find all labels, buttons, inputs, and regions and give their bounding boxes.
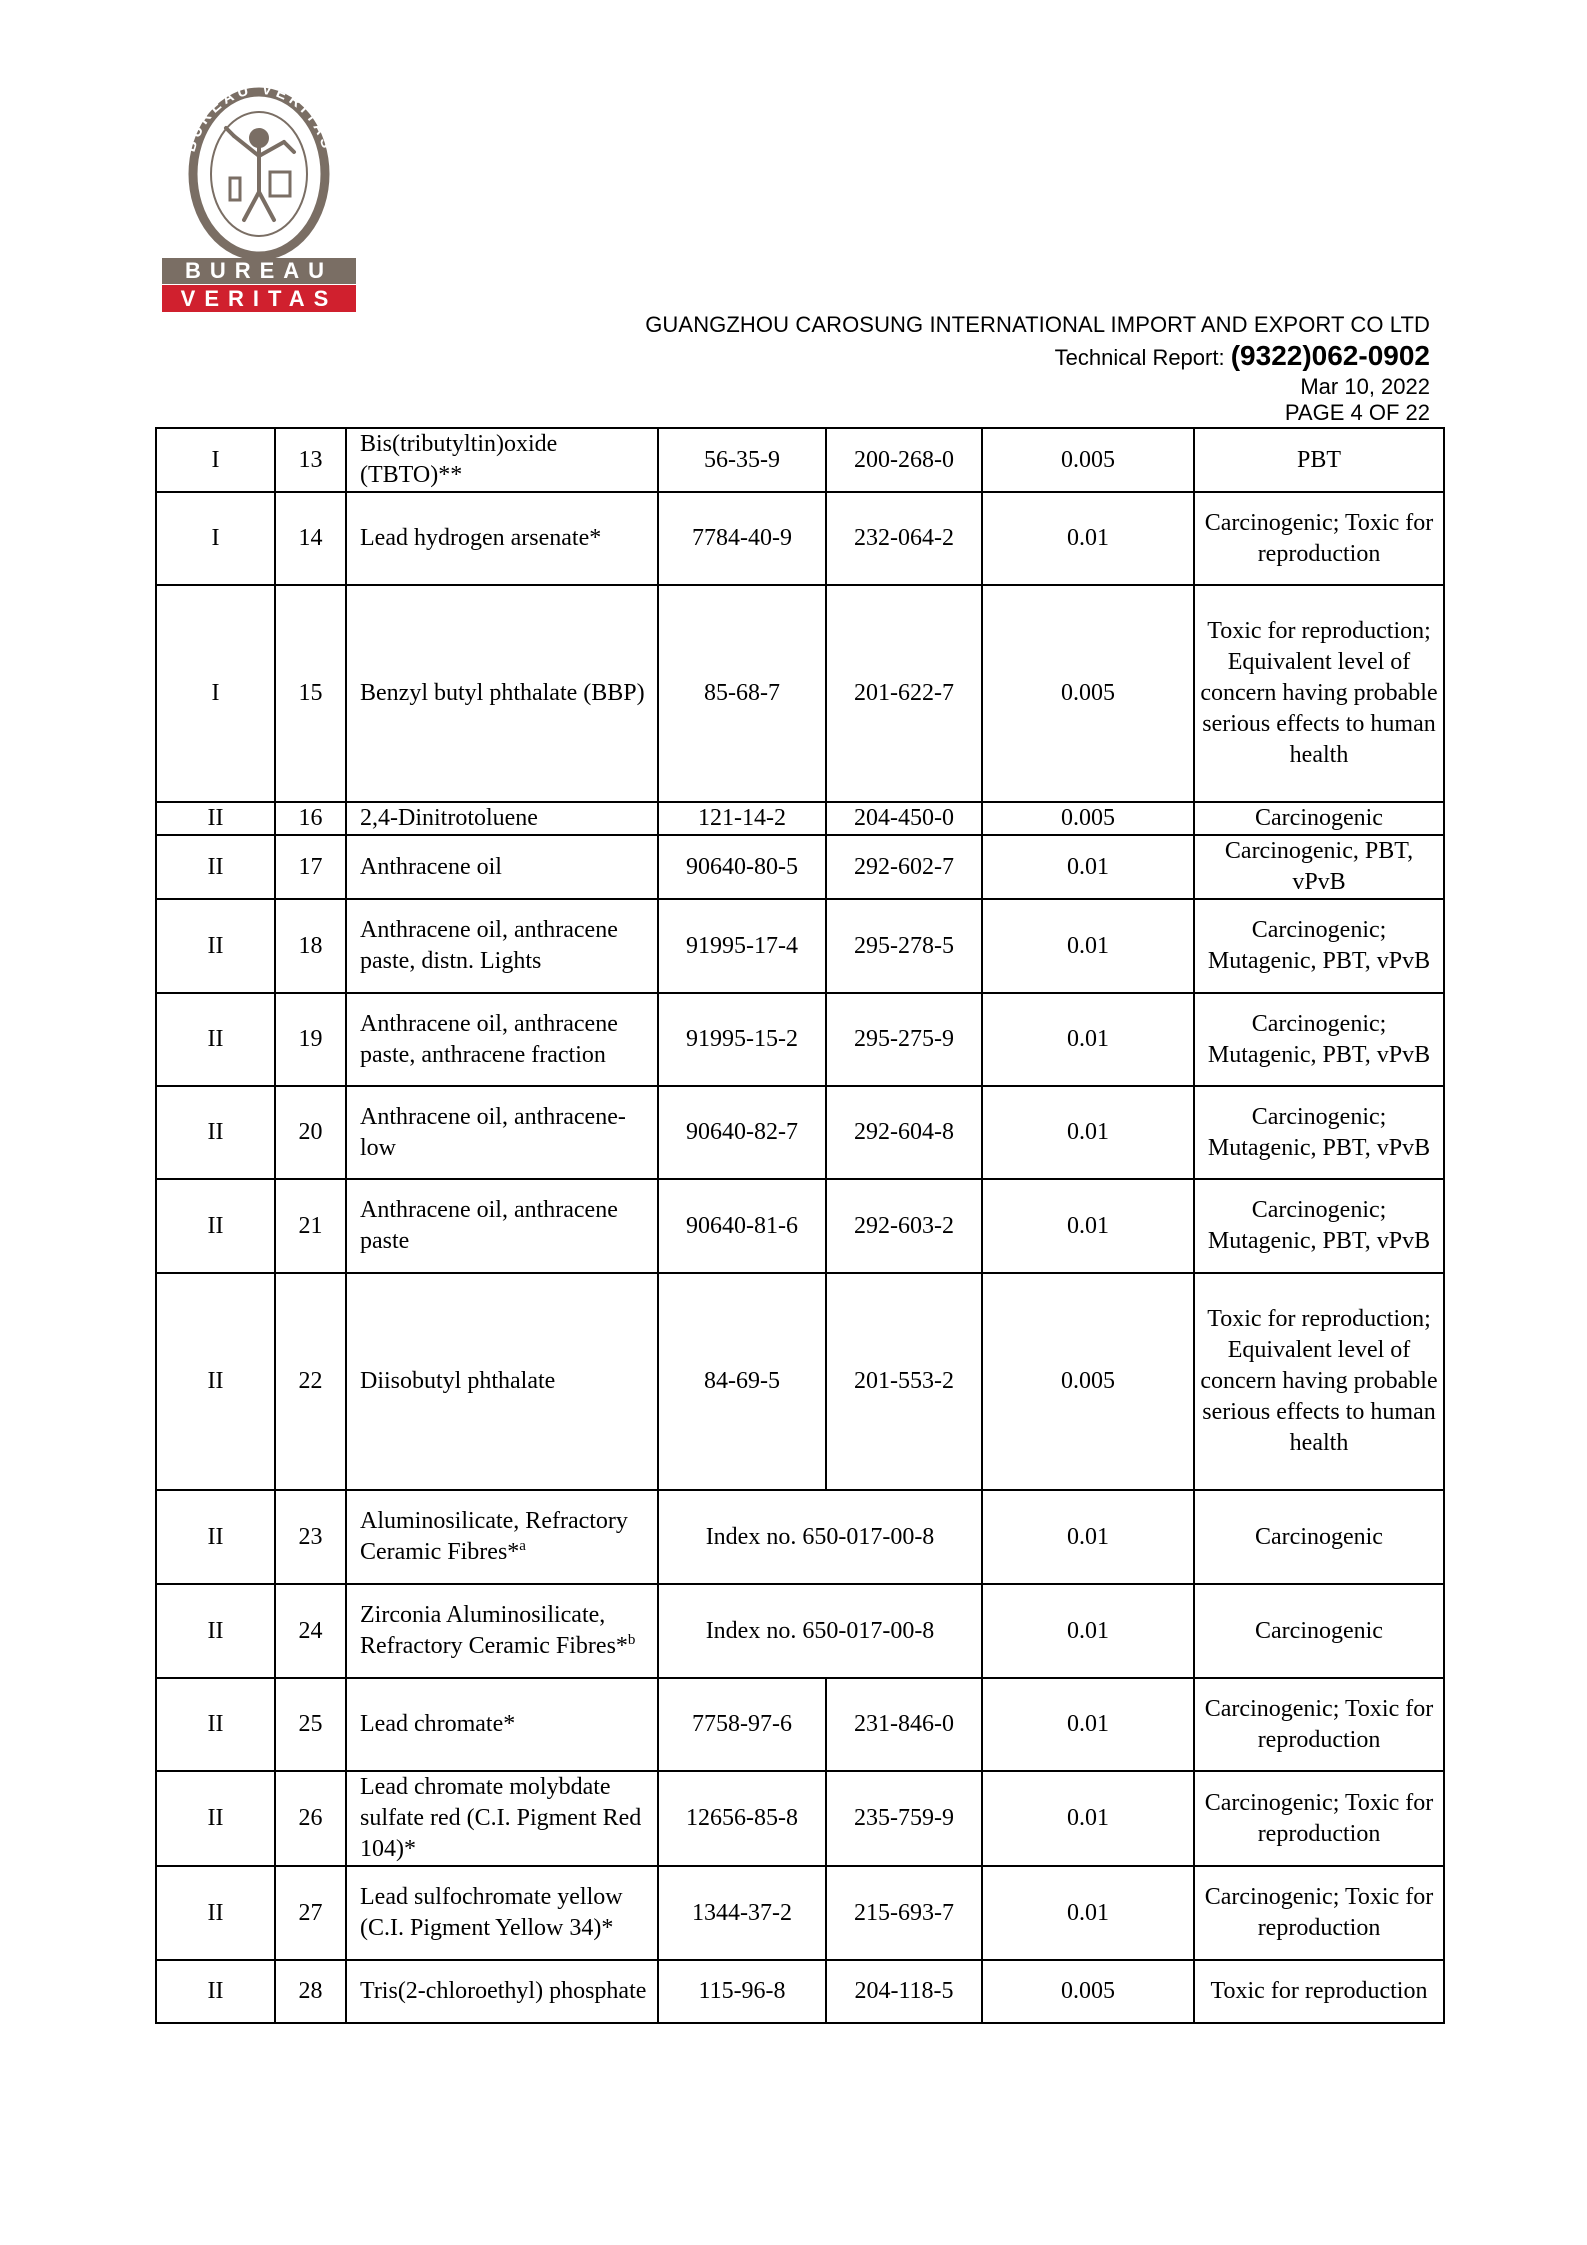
table-row	[156, 1179, 1444, 1273]
table-row	[156, 1584, 1444, 1678]
ec-number-cell: 295-278-5	[826, 899, 982, 993]
cas-number-cell: 91995-17-4	[658, 899, 826, 993]
ec-number-cell: 200-268-0	[826, 428, 982, 492]
cas-number-cell: 121-14-2	[658, 802, 826, 835]
substance-name: Lead sulfochromate yellow (C.I. Pigment Yellow 34)*	[360, 1884, 623, 1941]
cas-number-cell: 12656-85-8	[658, 1771, 826, 1866]
ec-number-cell: 295-275-9	[826, 993, 982, 1086]
limit-cell: 0.01	[982, 1584, 1194, 1678]
substance-name: Anthracene oil, anthracene paste, distn. Lights	[360, 917, 618, 974]
group-cell: II	[156, 1086, 275, 1179]
group-cell: I	[156, 492, 275, 585]
number-cell: 16	[275, 802, 346, 835]
substance-name: Zirconia Aluminosilicate, Refractory Ceramic Fibres*	[360, 1602, 628, 1659]
substance-name: Lead chromate molybdate sulfate red (C.I. Pigment Red 104)*	[360, 1774, 642, 1862]
number-cell: 28	[275, 1960, 346, 2023]
substance-name: Benzyl butyl phthalate (BBP)	[360, 680, 645, 706]
seal-figure-icon	[226, 128, 294, 220]
reason-cell: Carcinogenic, PBT, vPvB	[1194, 835, 1444, 899]
substance-name: Anthracene oil, anthracene paste	[360, 1197, 618, 1254]
group-cell: II	[156, 1678, 275, 1771]
ec-number-cell: 204-118-5	[826, 1960, 982, 2023]
limit-cell: 0.01	[982, 1179, 1194, 1273]
report-label: Technical Report:	[1054, 345, 1225, 370]
number-cell: 15	[275, 585, 346, 802]
index-number-cell: Index no. 650-017-00-8	[658, 1490, 982, 1584]
substance-name: Tris(2-chloroethyl) phosphate	[360, 1978, 647, 2004]
substance-name-cell	[346, 1678, 658, 1771]
group-cell: II	[156, 993, 275, 1086]
substance-name-cell	[346, 428, 658, 492]
table-row	[156, 585, 1444, 802]
ec-number-cell: 232-064-2	[826, 492, 982, 585]
seal-year: 1828	[238, 231, 280, 251]
substance-name-cell	[346, 1086, 658, 1179]
substance-name-cell	[346, 835, 658, 899]
reason-cell: Carcinogenic	[1194, 802, 1444, 835]
ec-number-cell: 215-693-7	[826, 1866, 982, 1960]
substance-name-cell	[346, 899, 658, 993]
limit-cell: 0.01	[982, 899, 1194, 993]
ec-number-cell: 292-604-8	[826, 1086, 982, 1179]
cas-number-cell: 115-96-8	[658, 1960, 826, 2023]
footnote-marker: a	[519, 1538, 526, 1554]
group-cell: II	[156, 802, 275, 835]
limit-cell: 0.005	[982, 1960, 1194, 2023]
number-cell: 24	[275, 1584, 346, 1678]
group-cell: II	[156, 1866, 275, 1960]
group-cell: II	[156, 1179, 275, 1273]
cas-number-cell: 7784-40-9	[658, 492, 826, 585]
number-cell: 13	[275, 428, 346, 492]
group-cell: II	[156, 1960, 275, 2023]
limit-cell: 0.005	[982, 585, 1194, 802]
reason-cell: Carcinogenic	[1194, 1490, 1444, 1584]
group-cell: II	[156, 835, 275, 899]
limit-cell: 0.01	[982, 1490, 1194, 1584]
substance-name-cell	[346, 1584, 658, 1678]
cas-number-cell: 1344-37-2	[658, 1866, 826, 1960]
logo-banner-bottom-text: VERITAS	[180, 286, 338, 311]
ec-number-cell: 204-450-0	[826, 802, 982, 835]
reason-cell: Toxic for reproduction; Equivalent level of concern having probable serious effects to human health	[1194, 1273, 1444, 1490]
reason-cell: Carcinogenic; Toxic for reproduction	[1194, 1866, 1444, 1960]
substance-name-cell	[346, 1490, 658, 1584]
report-number: (9322)062-0902	[1230, 340, 1430, 371]
substance-name: Anthracene oil	[360, 853, 502, 880]
substance-name-cell	[346, 1960, 658, 2023]
limit-cell: 0.005	[982, 428, 1194, 492]
limit-cell: 0.01	[982, 993, 1194, 1086]
substance-name-cell	[346, 1273, 658, 1490]
table-row	[156, 1678, 1444, 1771]
number-cell: 20	[275, 1086, 346, 1179]
group-cell: II	[156, 1584, 275, 1678]
group-cell: I	[156, 585, 275, 802]
footnote-marker: b	[627, 1632, 636, 1648]
substance-name: Lead hydrogen arsenate*	[360, 525, 602, 551]
reason-cell: Carcinogenic; Mutagenic, PBT, vPvB	[1194, 1086, 1444, 1179]
cas-number-cell: 90640-82-7	[658, 1086, 826, 1179]
limit-cell: 0.01	[982, 492, 1194, 585]
reason-cell: Toxic for reproduction; Equivalent level of concern having probable serious effects to human health	[1194, 585, 1444, 802]
reason-cell: Carcinogenic; Mutagenic, PBT, vPvB	[1194, 1179, 1444, 1273]
cas-number-cell: 91995-15-2	[658, 993, 826, 1086]
limit-cell: 0.01	[982, 1771, 1194, 1866]
table-row	[156, 492, 1444, 585]
company-name: GUANGZHOU CAROSUNG INTERNATIONAL IMPORT AND EXPORT CO LTD	[645, 312, 1430, 337]
bureau-veritas-logo	[162, 82, 356, 312]
report-date: Mar 10, 2022	[1300, 374, 1430, 399]
table-row	[156, 802, 1444, 835]
svhc-table	[155, 427, 1445, 2024]
number-cell: 26	[275, 1771, 346, 1866]
group-cell: II	[156, 1490, 275, 1584]
substance-name-cell	[346, 1866, 658, 1960]
cas-number-cell: 7758-97-6	[658, 1678, 826, 1771]
table-row	[156, 1273, 1444, 1490]
limit-cell: 0.01	[982, 1678, 1194, 1771]
reason-cell: Toxic for reproduction	[1194, 1960, 1444, 2023]
substance-name-cell	[346, 492, 658, 585]
report-header	[645, 310, 1430, 426]
substance-name: Diisobutyl phthalate	[360, 1368, 556, 1394]
cas-number-cell: 90640-81-6	[658, 1179, 826, 1273]
ec-number-cell: 235-759-9	[826, 1771, 982, 1866]
substance-name-cell	[346, 802, 658, 835]
cas-number-cell: 56-35-9	[658, 428, 826, 492]
substance-name-cell	[346, 1179, 658, 1273]
substance-name: Aluminosilicate, Refractory Ceramic Fibres*	[360, 1508, 628, 1565]
table-row	[156, 993, 1444, 1086]
reason-cell: Carcinogenic; Toxic for reproduction	[1194, 1678, 1444, 1771]
cas-number-cell: 85-68-7	[658, 585, 826, 802]
substance-name: 2,4-Dinitrotoluene	[360, 805, 538, 831]
group-cell: I	[156, 428, 275, 492]
report-line	[645, 340, 1430, 374]
ec-number-cell: 201-622-7	[826, 585, 982, 802]
number-cell: 22	[275, 1273, 346, 1490]
ec-number-cell: 292-602-7	[826, 835, 982, 899]
number-cell: 21	[275, 1179, 346, 1273]
reason-cell: Carcinogenic; Toxic for reproduction	[1194, 492, 1444, 585]
reason-cell: Carcinogenic; Mutagenic, PBT, vPvB	[1194, 993, 1444, 1086]
number-cell: 27	[275, 1866, 346, 1960]
limit-cell: 0.005	[982, 1273, 1194, 1490]
number-cell: 23	[275, 1490, 346, 1584]
substance-name: Bis(tributyltin)oxide (TBTO)**	[360, 431, 558, 488]
logo-banner-top-text: BUREAU	[184, 258, 334, 283]
number-cell: 14	[275, 492, 346, 585]
substance-name-cell	[346, 1771, 658, 1866]
reason-cell: Carcinogenic	[1194, 1584, 1444, 1678]
group-cell: II	[156, 1771, 275, 1866]
table-row	[156, 1960, 1444, 2023]
seal-arc-text: BUREAU VERITAS	[181, 82, 337, 155]
group-cell: II	[156, 899, 275, 993]
page-indicator: PAGE 4 OF 22	[1284, 400, 1430, 425]
svg-text:1828	[239, 231, 279, 250]
substance-name-cell	[346, 993, 658, 1086]
ec-number-cell: 292-603-2	[826, 1179, 982, 1273]
limit-cell: 0.01	[982, 1866, 1194, 1960]
number-cell: 17	[275, 835, 346, 899]
table-row	[156, 1866, 1444, 1960]
ec-number-cell: 231-846-0	[826, 1678, 982, 1771]
reason-cell: Carcinogenic; Toxic for reproduction	[1194, 1771, 1444, 1866]
table-row	[156, 899, 1444, 993]
table-row	[156, 428, 1444, 492]
ec-number-cell: 201-553-2	[826, 1273, 982, 1490]
limit-cell: 0.01	[982, 835, 1194, 899]
table-row	[156, 1490, 1444, 1584]
group-cell: II	[156, 1273, 275, 1490]
substance-name: Lead chromate*	[360, 1711, 516, 1737]
table-row	[156, 1771, 1444, 1866]
limit-cell: 0.005	[982, 802, 1194, 835]
substance-name: Anthracene oil, anthracene paste, anthracene fraction	[360, 1010, 618, 1068]
reason-cell: PBT	[1194, 428, 1444, 492]
substance-name: Anthracene oil, anthracene-low	[360, 1103, 626, 1161]
substance-name-cell	[346, 585, 658, 802]
number-cell: 18	[275, 899, 346, 993]
table-row	[156, 835, 1444, 899]
reason-cell: Carcinogenic; Mutagenic, PBT, vPvB	[1194, 899, 1444, 993]
number-cell: 19	[275, 993, 346, 1086]
cas-number-cell: 90640-80-5	[658, 835, 826, 899]
limit-cell: 0.01	[982, 1086, 1194, 1179]
table-row	[156, 1086, 1444, 1179]
cas-number-cell: 84-69-5	[658, 1273, 826, 1490]
number-cell: 25	[275, 1678, 346, 1771]
index-number-cell: Index no. 650-017-00-8	[658, 1584, 982, 1678]
